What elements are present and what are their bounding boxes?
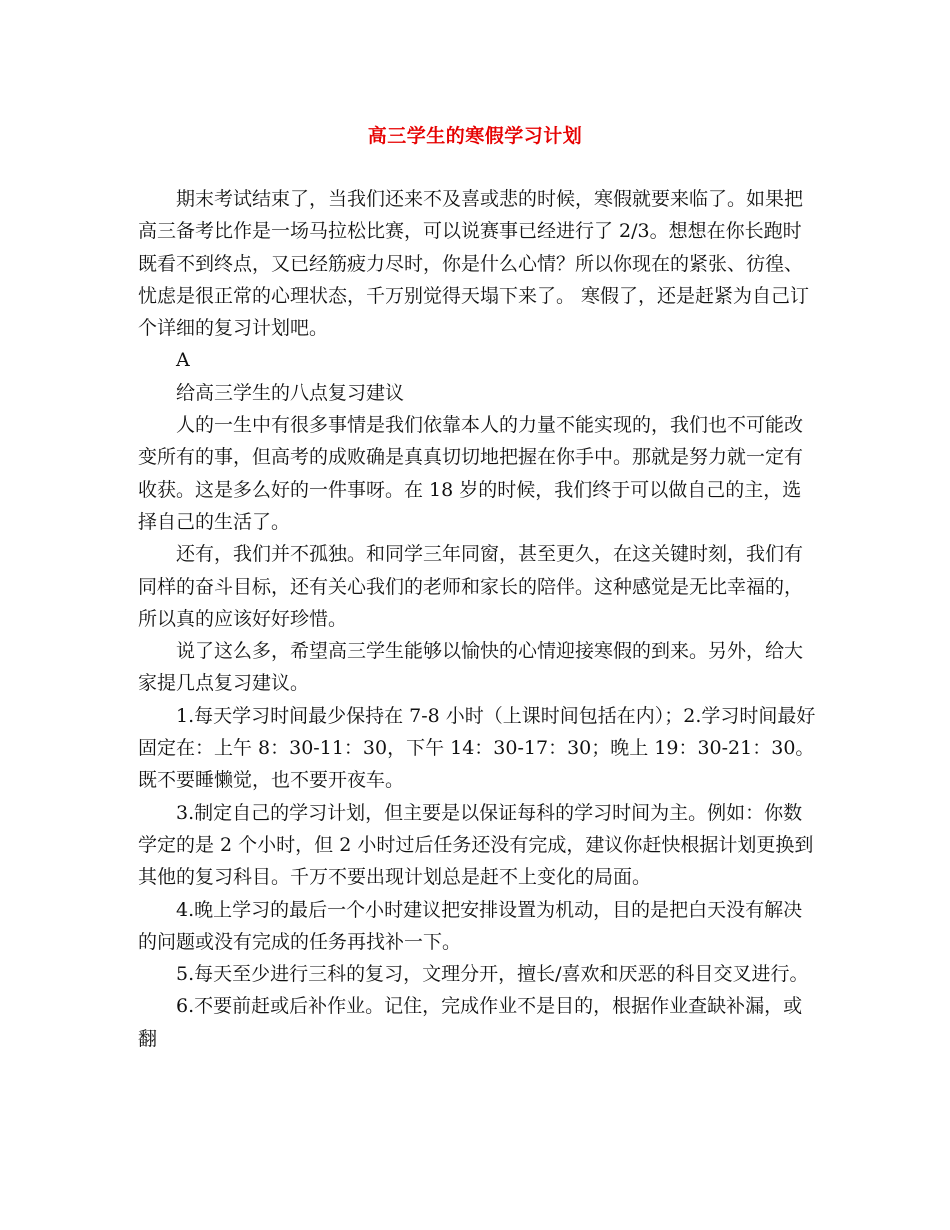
suggestion-item-1-2: 1.每天学习时间最少保持在 7-8 小时（上课时间包括在内）；2.学习时间最好固定在：上午 8：30-11：30，下午 14：30-17：30；晚上 19：30-21：30。既不要睡懒觉，也不要开夜车。 bbox=[138, 704, 816, 792]
paragraph-life: 人的一生中有很多事情是我们依靠本人的力量不能实现的，我们也不可能改变所有的事，但高考的成败确是真真切切地把握在你手中。那就是努力就一定有收获。这是多么好的一件事呀。在 18 岁的时候，我们终于可以做自己的主，选择自己的生活了。 bbox=[138, 414, 804, 533]
section-heading: 给高三学生的八点复习建议 bbox=[176, 381, 405, 404]
paragraph-not-alone: 还有，我们并不孤独。和同学三年同窗，甚至更久，在这关键时刻，我们有同样的奋斗目标，还有关心我们的老师和家长的陪伴。这种感觉是无比幸福的，所以真的应该好好珍惜。 bbox=[138, 543, 804, 630]
paragraph-intro: 期末考试结束了，当我们还来不及喜或悲的时候，寒假就要来临了。如果把高三备考比作是一场马拉松比赛，可以说赛事已经进行了 2/3。想想在你长跑时既看不到终点，又已经筋疲力尽时，你是什么心情？所以你现在的紧张、彷徨、忧虑是很正常的心理状态，千万别觉得天塌下来了。 寒假了，还是赶紧为自己订个详细的复习计划吧。 bbox=[138, 188, 810, 340]
suggestion-item-6: 6.不要前赶或后补作业。记住，完成作业不是目的，根据作业查缺补漏，或翻 bbox=[138, 995, 803, 1050]
paragraph-suggestions-intro: 说了这么多，希望高三学生能够以愉快的心情迎接寒假的到来。另外，给大家提几点复习建议。 bbox=[138, 640, 804, 695]
suggestion-item-5: 5.每天至少进行三科的复习，文理分开，擅长/喜欢和厌恶的科目交叉进行。 bbox=[176, 963, 809, 986]
suggestion-item-3: 3.制定自己的学习计划，但主要是以保证每科的学习时间为主。例如：你数学定的是 2 个小时，但 2 小时过后任务还没有完成，建议你赶快根据计划更换到其他的复习科目。千万不要出现计划总是赶不上变化的局面。 bbox=[138, 801, 814, 889]
suggestion-item-4: 4.晚上学习的最后一个小时建议把安排设置为机动，目的是把白天没有解决的问题或没有完成的任务再找补一下。 bbox=[138, 898, 803, 953]
document-title: 高三学生的寒假学习计划 bbox=[367, 125, 583, 147]
section-marker: A bbox=[176, 349, 190, 372]
document-body bbox=[138, 183, 816, 1055]
